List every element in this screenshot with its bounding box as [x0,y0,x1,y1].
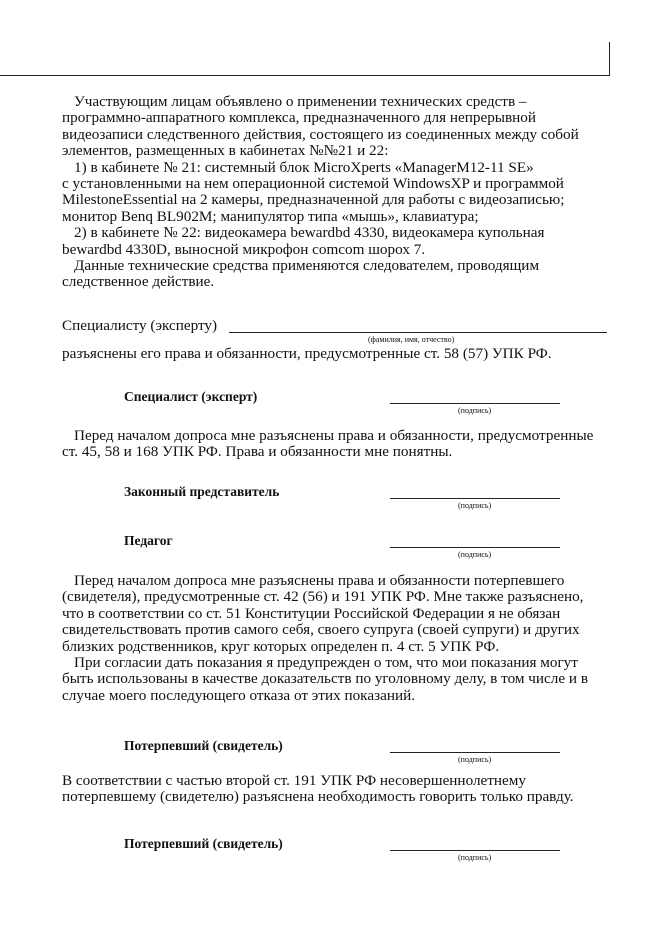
text-line: свидетельствовать против самого себя, своего супруга (своей супруги) и других [62,621,580,639]
specialist-name-hint: (фамилия, имя, отчество) [368,335,455,344]
text-line: следственное действие. [62,273,215,291]
text-line: (свидетеля), предусмотренные ст. 42 (56) и 191 УПК РФ. Мне также разъяснено, [62,588,584,606]
legal-representative-signature-line [390,498,560,499]
text-line: Данные технические средства применяются следователем, проводящим [74,256,540,274]
text-line: программно-аппаратного комплекса, предназначенного для непрерывной [62,109,537,127]
victim-signature-line [390,850,560,851]
text-line: ст. 45, 58 и 168 УПК РФ. Права и обязанности мне понятны. [62,443,453,461]
rights-paragraph [62,428,617,461]
text-line: bewardbd 4330D, выносной микрофон comcom шорох 7. [62,240,426,258]
text-line: что в соответствии со ст. 51 Конституции Российской Федерации я не обязан [62,604,561,622]
text-line: 2) в кабинете № 22: видеокамера bewardbd 4330, видеокамера купольная [74,224,545,242]
text-line: потерпевшему (свидетелю) разъяснена необходимость говорить только правду. [62,788,574,806]
text-line: В соответствии с частью второй ст. 191 УПК РФ несовершеннолетнему [62,772,526,789]
victim-rights-paragraph [62,573,617,704]
victim-signature-line [390,752,560,753]
teacher-label: Педагог [124,533,173,548]
text-line: 1) в кабинете № 21: системный блок MicroXperts «ManagerM12-11 SE» [74,158,534,176]
text-line: случае моего последующего отказа от этих показаний. [62,686,415,704]
text-line: элементов, размещенных в кабинетах №№21 и 22: [62,142,389,160]
signature-hint: (подпись) [458,501,492,510]
victim-sign-label: Потерпевший (свидетель) [124,738,283,753]
signature-hint: (подпись) [458,406,492,415]
text-line: MilestoneEssential на 2 камеры, предназначенной для работы с видеозаписью; [62,191,565,209]
tech-means-paragraph [62,94,617,291]
text-line: видеозаписи следственного действия, состоящего из соединенных между собой [62,125,579,143]
text-line: Участвующим лицам объявлено о применении технических средств – [74,93,527,110]
teacher-signature-line [390,547,560,548]
text-line: Перед началом допроса мне разъяснены права и обязанности потерпевшего [74,572,565,589]
signature-hint: (подпись) [458,853,492,862]
text-line: с установленными на нем операционной системой WindowsXP и программой [62,174,564,192]
specialist-label: Специалисту (эксперту) [62,317,218,334]
text-line: монитор Benq BL902M; манипулятор типа «мышь», клавиатура; [62,207,479,225]
header-vertical-rule [609,42,610,76]
specialist-sign-label: Специалист (эксперт) [124,389,258,404]
specialist-name-line [229,332,607,333]
victim-sign-label: Потерпевший (свидетель) [124,836,283,851]
header-rule [0,75,610,76]
text-line: быть использованы в качестве доказательств по уголовному делу, в том числе и в [62,670,589,688]
signature-hint: (подпись) [458,755,492,764]
text-line: близких родственников, круг которых определен п. 4 ст. 5 УПК РФ. [62,637,500,655]
signature-hint: (подпись) [458,550,492,559]
minor-victim-paragraph [62,773,617,806]
specialist-signature-line [390,403,560,404]
text-line: При согласии дать показания я предупрежден о том, что мои показания могут [74,653,578,671]
text-line: Перед началом допроса мне разъяснены права и обязанности, предусмотренные [74,427,594,444]
specialist-rights: разъяснены его права и обязанности, предусмотренные ст. 58 (57) УПК РФ. [62,345,552,362]
legal-representative-label: Законный представитель [124,484,280,499]
